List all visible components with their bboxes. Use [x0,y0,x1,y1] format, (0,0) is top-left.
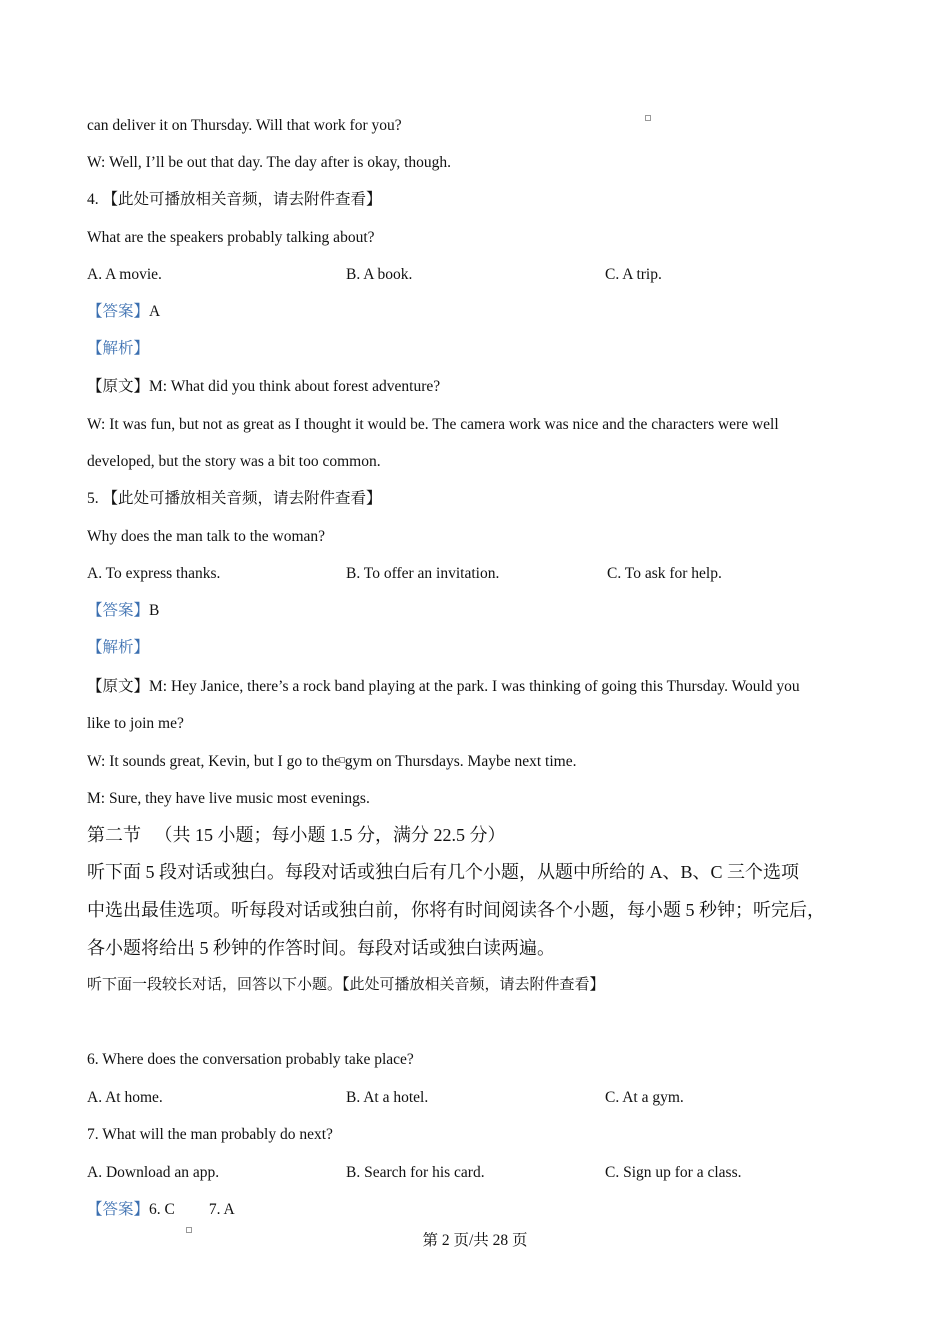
q5-question: Why does the man talk to the woman? [87,528,326,545]
q4-dialogue-w1: W: It was fun, but not as great as I thought it would be. The camera work was nice and the characters were well [87,416,779,433]
answer-value: B [149,602,160,619]
q5-option-b: B. To offer an invitation. [346,565,500,582]
q6-7-answer [87,1200,235,1220]
original-text: M: What did you think about forest adventure? [149,378,441,395]
original-text: M: Hey Janice, there’s a rock band playing at the park. I was thinking of going this Thursday. Would you [149,678,800,695]
answer-value: A [149,303,161,320]
section2-heading [87,823,506,847]
answer-6: 6. C [149,1201,175,1218]
q6-option-c: C. At a gym. [605,1089,684,1106]
q5-header: 5. 【此处可播放相关音频，请去附件查看】 [87,490,382,507]
marker-dot [645,115,651,121]
q5-analysis-label: 【解析】 [87,639,150,656]
q5-dialogue-m: M: Sure, they have live music most evenings. [87,790,370,807]
q5-option-c: C. To ask for help. [607,565,722,582]
q4-dialogue-w2: developed, but the story was a bit too common. [87,453,381,470]
section2-title: 第二节 [87,825,141,845]
q5-dialogue-w: W: It sounds great, Kevin, but I go to the gym on Thursdays. Maybe next time. [87,753,577,770]
q7-question: 7. What will the man probably do next? [87,1126,333,1143]
q5-answer [87,601,159,621]
q4-option-c: C. A trip. [605,266,662,283]
q5-original [87,677,800,697]
section2-instructions-2: 中选出最佳选项。听每段对话或独白前，你将有时间阅读各个小题，每小题 5 秒钟；听完后， [87,900,825,920]
q4-original [87,377,440,397]
answer-7: 7. A [208,1201,235,1218]
q5-original-cont: like to join me? [87,715,184,732]
q6-option-b: B. At a hotel. [346,1089,429,1106]
q6-question: 6. Where does the conversation probably take place? [87,1051,414,1068]
q4-option-b: B. A book. [346,266,413,283]
section2-instructions-1: 听下面 5 段对话或独白。每段对话或独白后有几个小题，从题中所给的 A、B、C 三个选项 [87,862,800,882]
answer-label: 【答案】 [87,602,150,619]
q4-header: 4. 【此处可播放相关音频，请去附件查看】 [87,191,382,208]
q4-question: What are the speakers probably talking about? [87,229,375,246]
dialogue-line: W: Well, I’ll be out that day. The day after is okay, though. [87,154,452,171]
original-label: 【原文】 [87,378,150,395]
q5-option-a: A. To express thanks. [87,565,221,582]
q4-answer [87,302,160,322]
section2-instructions-3: 各小题将给出 5 秒钟的作答时间。每段对话或独白读两遍。 [87,938,555,958]
answer-label: 【答案】 [87,303,150,320]
marker-dot [339,757,345,763]
q7-option-a: A. Download an app. [87,1164,220,1181]
dialogue-line: can deliver it on Thursday. Will that work for you? [87,117,402,134]
original-label: 【原文】 [87,678,150,695]
q7-option-b: B. Search for his card. [346,1164,485,1181]
q4-analysis-label: 【解析】 [87,340,150,357]
section2-detail: （共 15 小题；每小题 1.5 分，满分 22.5 分） [154,825,506,845]
q6-option-a: A. At home. [87,1089,163,1106]
listen-note: 听下面一段较长对话，回答以下小题。【此处可播放相关音频，请去附件查看】 [87,977,605,993]
answer-label: 【答案】 [87,1201,150,1218]
page-footer: 第 2 页/共 28 页 [422,1232,528,1249]
q4-option-a: A. A movie. [87,266,162,283]
q7-option-c: C. Sign up for a class. [605,1164,742,1181]
